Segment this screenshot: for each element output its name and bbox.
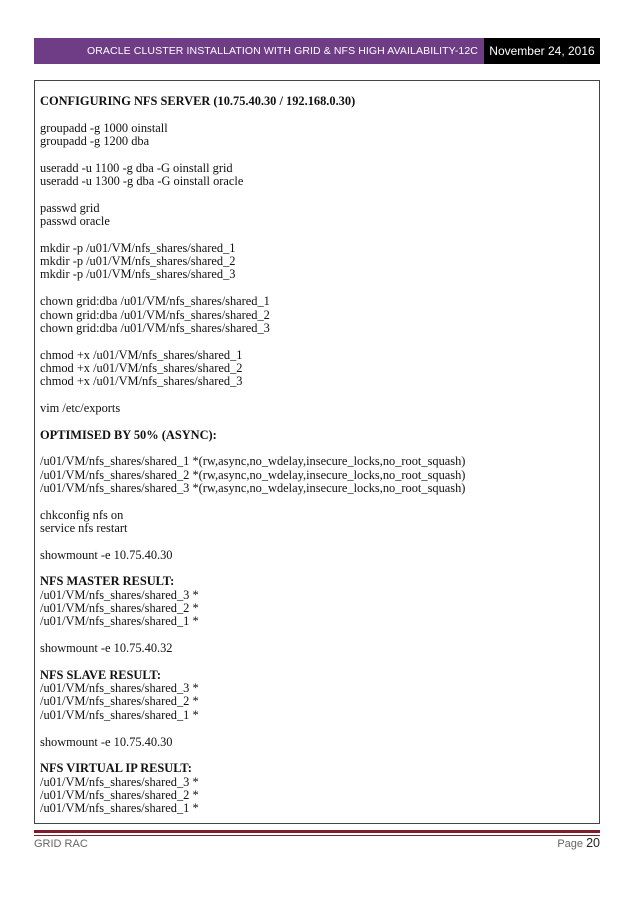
text-line: chmod +x /u01/VM/nfs_shares/shared_2 (40, 360, 243, 375)
document-title: ORACLE CLUSTER INSTALLATION WITH GRID & NFS HIGH AVAILABILITY-12C (34, 38, 484, 64)
text-line: passwd grid (40, 200, 100, 215)
page-number: 20 (586, 836, 600, 850)
text-line: /u01/VM/nfs_shares/shared_1 * (40, 801, 199, 816)
text-line: chmod +x /u01/VM/nfs_shares/shared_1 (40, 347, 243, 362)
blank-line (40, 722, 599, 735)
blank-line (40, 749, 599, 762)
text-line: chown grid:dba /u01/VM/nfs_shares/shared_3 (40, 320, 270, 335)
blank-line (40, 188, 599, 201)
blank-line (40, 108, 599, 121)
text-line: /u01/VM/nfs_shares/shared_2 * (40, 601, 199, 616)
text-line: mkdir -p /u01/VM/nfs_shares/shared_1 (40, 240, 236, 255)
blank-line (40, 415, 599, 428)
text-line: showmount -e 10.75.40.32 (40, 641, 173, 656)
text-line: chown grid:dba /u01/VM/nfs_shares/shared_2 (40, 307, 270, 322)
blank-line (40, 655, 599, 668)
text-line: /u01/VM/nfs_shares/shared_1 * (40, 707, 199, 722)
footer-section-label: GRID RAC (34, 838, 88, 850)
text-line: groupadd -g 1200 dba (40, 134, 150, 149)
blank-line (40, 629, 599, 642)
text-line: showmount -e 10.75.40.30 (40, 547, 173, 562)
section-heading: NFS SLAVE RESULT: (40, 667, 161, 682)
blank-line (40, 148, 599, 161)
text-line: passwd oracle (40, 214, 110, 229)
text-line: mkdir -p /u01/VM/nfs_shares/shared_3 (40, 267, 236, 282)
text-line: useradd -u 1100 -g dba -G oinstall grid (40, 160, 233, 175)
text-line: service nfs restart (40, 521, 128, 535)
text-line: mkdir -p /u01/VM/nfs_shares/shared_2 (40, 254, 236, 269)
page-label: Page (557, 838, 584, 850)
blank-line (40, 495, 599, 508)
footer-rule-thick (34, 830, 600, 833)
page-header (34, 38, 600, 64)
text-line: showmount -e 10.75.40.30 (40, 734, 173, 749)
text-line: /u01/VM/nfs_shares/shared_1 * (40, 614, 199, 629)
section-heading: NFS VIRTUAL IP RESULT: (40, 761, 192, 776)
text-line: chkconfig nfs on (40, 507, 124, 522)
blank-line (40, 282, 599, 295)
section-heading: CONFIGURING NFS SERVER (10.75.40.30 / 192.168.0.30) (40, 94, 356, 108)
text-line: /u01/VM/nfs_shares/shared_2 * (40, 787, 199, 802)
text-line: /u01/VM/nfs_shares/shared_3 * (40, 587, 199, 602)
blank-line (40, 228, 599, 241)
text-line: chown grid:dba /u01/VM/nfs_shares/shared_1 (40, 294, 270, 309)
footer-page-number (557, 836, 600, 850)
footer-rule-thin (34, 835, 600, 836)
blank-line (40, 442, 599, 455)
section-heading: OPTIMISED BY 50% (ASYNC): (40, 427, 217, 442)
text-line: useradd -u 1300 -g dba -G oinstall oracle (40, 174, 244, 189)
section-heading: NFS MASTER RESULT: (40, 574, 175, 589)
code-content-box (34, 80, 600, 824)
text-line: /u01/VM/nfs_shares/shared_2 * (40, 694, 199, 709)
text-line: /u01/VM/nfs_shares/shared_3 * (40, 774, 199, 789)
text-line: /u01/VM/nfs_shares/shared_3 *(rw,async,no_wdelay,insecure_locks,no_root_squash) (40, 480, 466, 495)
text-line: chmod +x /u01/VM/nfs_shares/shared_3 (40, 374, 243, 389)
blank-line (40, 389, 599, 402)
text-line: groupadd -g 1000 oinstall (40, 120, 168, 135)
blank-line (40, 335, 599, 348)
text-line: vim /etc/exports (40, 400, 121, 415)
document-date: November 24, 2016 (484, 38, 600, 64)
text-line: /u01/VM/nfs_shares/shared_1 *(rw,async,no_wdelay,insecure_locks,no_root_squash) (40, 454, 466, 469)
blank-line (40, 535, 599, 548)
blank-line (40, 562, 599, 575)
text-line: /u01/VM/nfs_shares/shared_3 * (40, 681, 199, 696)
text-line: /u01/VM/nfs_shares/shared_2 *(rw,async,no_wdelay,insecure_locks,no_root_squash) (40, 467, 466, 482)
